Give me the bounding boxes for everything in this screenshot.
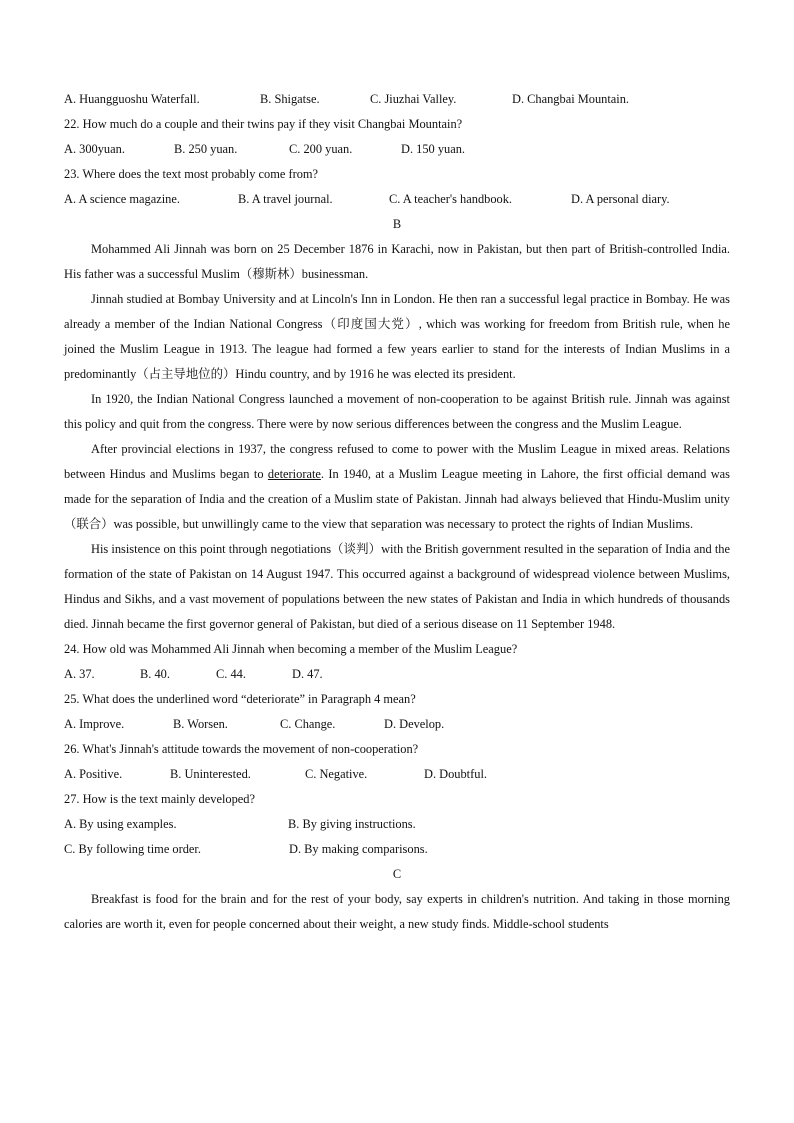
passage-c-paragraph-1: Breakfast is food for the brain and for the rest of your body, say experts in children's nutrition. And taking in those morning calories are worth it, even for people concerned about their weight, a new study finds. Middle-school students: [64, 892, 730, 931]
q27-option-a[interactable]: A. By using examples.: [64, 817, 177, 831]
q25-options: [64, 712, 730, 737]
paragraph-4-text-end: . In 1940, at a Muslim League meeting in Lahore, the first official demand was made for the separation of India and the creation of a Muslim state of Pakistan. Jinnah had always believed that Hindu-Muslim unity（联合）was possible, but unwillingly came to the view that separation was necessary to protect the rights of Indian Muslims.: [64, 467, 730, 531]
q26-option-d[interactable]: D. Doubtful.: [424, 767, 487, 781]
q22-question: 22. How much do a couple and their twins pay if they visit Changbai Mountain?: [64, 117, 463, 131]
section-b-heading: B: [392, 217, 402, 231]
q27-option-d[interactable]: D. By making comparisons.: [289, 842, 428, 856]
q27-option-b[interactable]: B. By giving instructions.: [288, 817, 416, 831]
passage-b-paragraph-3: In 1920, the Indian National Congress launched a movement of non-cooperation to be against British rule. Jinnah was against this policy and quit from the congress. There were by now serious differences between the congress and the Muslim League.: [64, 392, 730, 431]
q21-option-d[interactable]: D. Changbai Mountain.: [512, 92, 630, 106]
q27-option-c[interactable]: C. By following time order.: [64, 842, 201, 856]
q27-question: 27. How is the text mainly developed?: [64, 792, 255, 806]
exam-page: [64, 87, 730, 937]
q26-option-b[interactable]: B. Uninterested.: [170, 767, 251, 781]
q26-option-c[interactable]: C. Negative.: [305, 767, 368, 781]
q23-option-c[interactable]: C. A teacher's handbook.: [389, 192, 513, 206]
q24-option-d[interactable]: D. 47.: [292, 667, 323, 681]
q23-options: [64, 187, 730, 212]
q24-option-a[interactable]: A. 37.: [64, 667, 95, 681]
q26-question: 26. What's Jinnah's attitude towards the movement of non-cooperation?: [64, 742, 419, 756]
q25-option-b[interactable]: B. Worsen.: [173, 717, 228, 731]
q21-option-a[interactable]: A. Huangguoshu Waterfall.: [64, 92, 200, 106]
q21-options: [64, 87, 730, 112]
passage-b-paragraph-4: [64, 437, 730, 537]
passage-b-paragraph-1: Mohammed Ali Jinnah was born on 25 December 1876 in Karachi, now in Pakistan, but then part of British-controlled India. His father was a successful Muslim（穆斯林）businessman.: [64, 242, 730, 281]
q25-question: 25. What does the underlined word “deteriorate” in Paragraph 4 mean?: [64, 692, 416, 706]
q23-question: 23. Where does the text most probably come from?: [64, 167, 319, 181]
passage-b-paragraph-2: Jinnah studied at Bombay University and at Lincoln's Inn in London. He then ran a successful legal practice in Bombay. He was already a member of the Indian National Congress（印度国大党）, which was working for freedom from British rule, when he joined the Muslim League in 1913. The league had formed a few years earlier to stand for the interests of Indian Muslims in a predominantly（占主导地位的）Hindu country, and by 1916 he was elected its president.: [64, 292, 730, 381]
q22-options: [64, 137, 730, 162]
q24-option-c[interactable]: C. 44.: [216, 667, 246, 681]
q22-option-d[interactable]: D. 150 yuan.: [401, 142, 466, 156]
q25-option-a[interactable]: A. Improve.: [64, 717, 125, 731]
q21-option-b[interactable]: B. Shigatse.: [260, 92, 320, 106]
q22-option-a[interactable]: A. 300yuan.: [64, 142, 125, 156]
q25-option-d[interactable]: D. Develop.: [384, 717, 445, 731]
q21-option-c[interactable]: C. Jiuzhai Valley.: [370, 92, 457, 106]
q23-option-d[interactable]: D. A personal diary.: [571, 192, 670, 206]
q22-option-b[interactable]: B. 250 yuan.: [174, 142, 238, 156]
passage-b-paragraph-5: His insistence on this point through negotiations（谈判）with the British government resulted in the separation of India and the formation of the state of Pakistan on 14 August 1947. This occurred against a background of widespread violence between Muslims, Hindus and Sikhs, and a vast movement of populations between the new states of Pakistan and India in which hundreds of thousands died. Jinnah became the first governor general of Pakistan, but died of a serious disease on 11 September 1948.: [64, 542, 730, 631]
q22-option-c[interactable]: C. 200 yuan.: [289, 142, 353, 156]
underlined-word-deteriorate: deteriorate: [267, 467, 321, 481]
q24-option-b[interactable]: B. 40.: [140, 667, 170, 681]
q27-options-row-2: [64, 837, 730, 862]
q24-question: 24. How old was Mohammed Ali Jinnah when becoming a member of the Muslim League?: [64, 642, 518, 656]
q23-option-a[interactable]: A. A science magazine.: [64, 192, 180, 206]
q25-option-c[interactable]: C. Change.: [280, 717, 336, 731]
q26-options: [64, 762, 730, 787]
q24-options: [64, 662, 730, 687]
paragraph-4-text-start: After provincial elections in 1937, the congress refused to come to power with the Muslim League in mixed areas. Relations between Hindus and Muslims began to: [64, 442, 730, 481]
q26-option-a[interactable]: A. Positive.: [64, 767, 123, 781]
q23-option-b[interactable]: B. A travel journal.: [238, 192, 333, 206]
section-c-heading: C: [392, 867, 402, 881]
q27-options-row-1: [64, 812, 730, 837]
